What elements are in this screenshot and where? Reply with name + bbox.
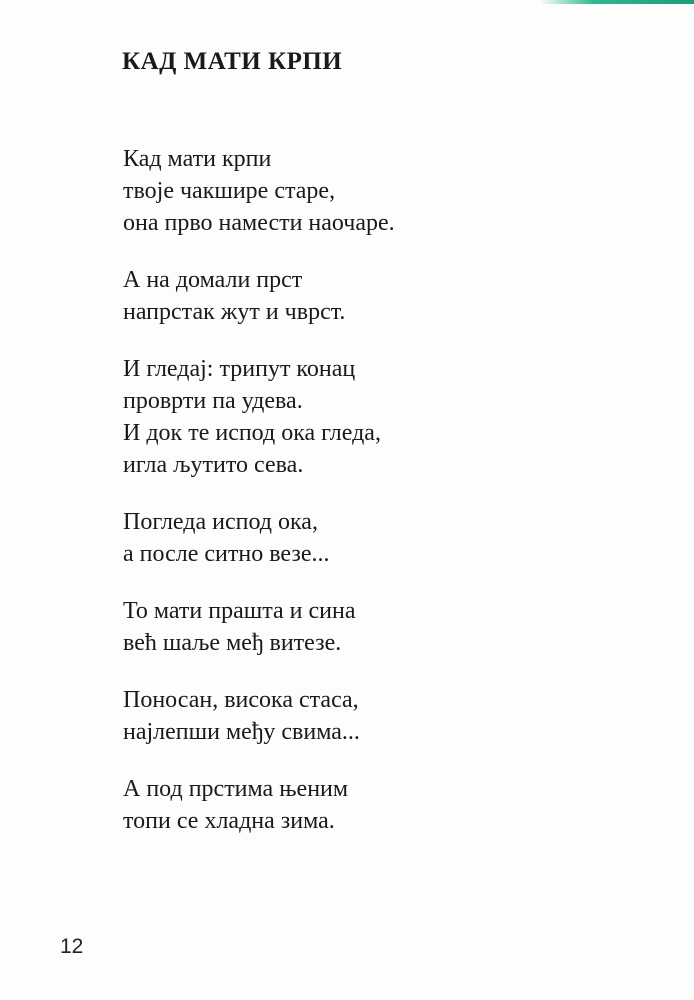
poem-line: проврти па удева.: [123, 388, 303, 414]
poem-line: Поносан, висока стаса,: [123, 687, 359, 713]
poem-line: најлепши међу свима...: [123, 719, 360, 745]
page-edge-accent: [540, 0, 694, 4]
poem-line: она прво намести наочаре.: [123, 210, 395, 236]
poem-line: топи се хладна зима.: [123, 808, 335, 834]
stanza-2: [123, 264, 623, 328]
poem-line: напрстак жут и чврст.: [123, 299, 346, 325]
stanza-1: [123, 143, 623, 239]
poem-line: а после ситно везе...: [123, 541, 330, 567]
poem-line: Погледа испод ока,: [123, 509, 318, 535]
poem-line: игла љутито сева.: [123, 452, 304, 478]
stanza-4: [123, 506, 623, 570]
poem-line: Кад мати крпи: [123, 146, 272, 172]
poem-line: твоје чакшире старе,: [123, 178, 336, 204]
stanza-7: [123, 773, 623, 837]
poem-title: КАД МАТИ КРПИ: [122, 48, 343, 75]
poem-line: већ шаље међ витезе.: [123, 630, 342, 656]
poem-line: А на домали прст: [123, 267, 303, 293]
poem-line: А под прстима њеним: [123, 776, 349, 802]
poem-line: То мати прашта и сина: [123, 598, 356, 624]
page-number: 12: [60, 935, 84, 958]
poem-line: И гледај: трипут конац: [123, 356, 356, 382]
poem-body: [123, 143, 623, 862]
stanza-6: [123, 684, 623, 748]
stanza-3: [123, 353, 623, 481]
stanza-5: [123, 595, 623, 659]
poem-line: И док те испод ока гледа,: [123, 420, 381, 446]
